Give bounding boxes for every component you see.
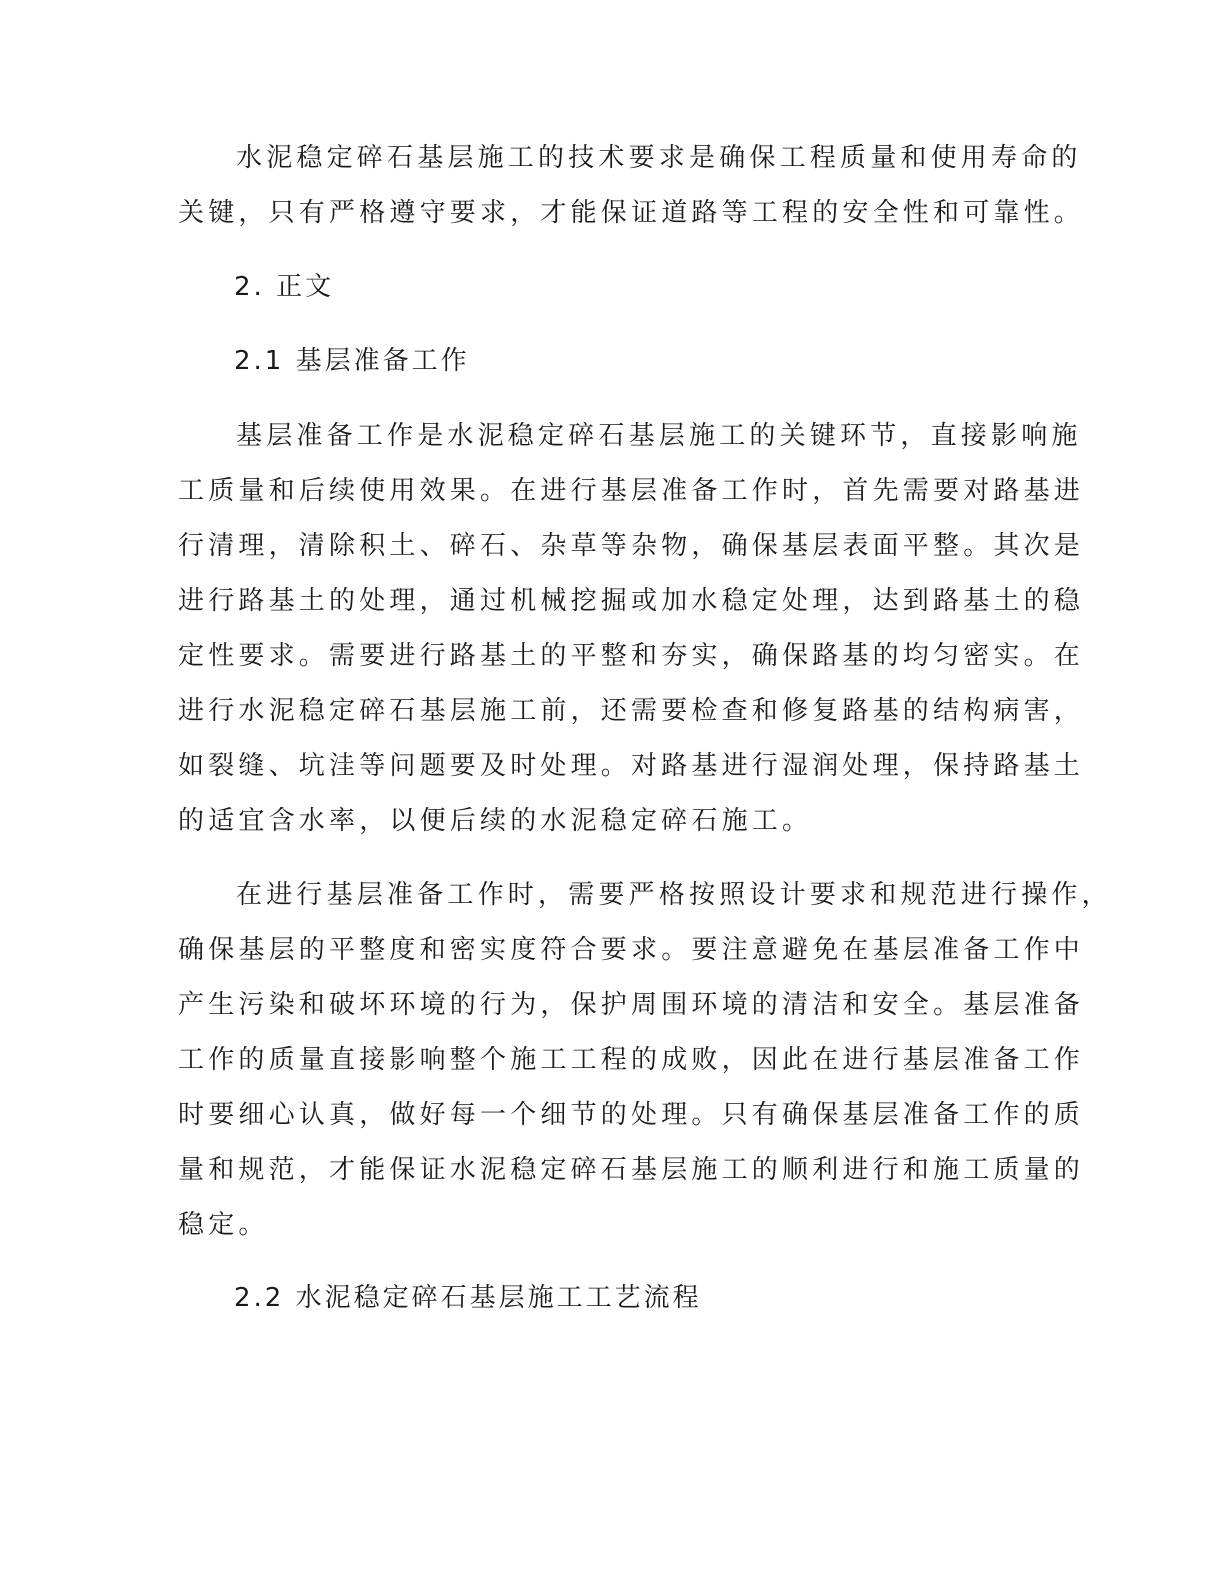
paragraph-line: 基层准备工作是水泥稳定碎石基层施工的关键环节，直接影响施 [236, 421, 1082, 451]
paragraph-line: 在进行基层准备工作时，需要严格按照设计要求和规范进行操作， [236, 880, 1112, 910]
paragraph-line: 产生污染和破坏环境的行为，保护周围环境的清洁和安全。基层准备 [178, 990, 1085, 1020]
section-heading: 2. 正文 [234, 272, 335, 302]
paragraph-line: 进行水泥稳定碎石基层施工前，还需要检查和修复路基的结构病害， [178, 696, 1085, 726]
paragraph-line: 如裂缝、坑洼等问题要及时处理。对路基进行湿润处理，保持路基土 [178, 751, 1085, 781]
paragraph-line: 量和规范，才能保证水泥稳定碎石基层施工的顺利进行和施工质量的 [178, 1155, 1085, 1185]
paragraph-line: 工作的质量直接影响整个施工工程的成败，因此在进行基层准备工作 [178, 1045, 1085, 1075]
paragraph-line: 关键，只有严格遵守要求，才能保证道路等工程的安全性和可靠性。 [178, 198, 1085, 228]
paragraph-line: 进行路基土的处理，通过机械挖掘或加水稳定处理，达到路基土的稳 [178, 586, 1085, 616]
paragraph-line: 工质量和后续使用效果。在进行基层准备工作时，首先需要对路基进 [178, 476, 1085, 506]
paragraph-line: 定性要求。需要进行路基土的平整和夯实，确保路基的均匀密实。在 [178, 641, 1085, 671]
paragraph-line: 时要细心认真，做好每一个细节的处理。只有确保基层准备工作的质 [178, 1100, 1085, 1130]
paragraph-line: 的适宜含水率，以便后续的水泥稳定碎石施工。 [178, 806, 813, 836]
paragraph-line: 确保基层的平整度和密实度符合要求。要注意避免在基层准备工作中 [178, 935, 1085, 965]
paragraph-line: 水泥稳定碎石基层施工的技术要求是确保工程质量和使用寿命的 [236, 143, 1082, 173]
subsection-heading: 2.2 水泥稳定碎石基层施工工艺流程 [234, 1283, 702, 1313]
paragraph-line: 稳定。 [178, 1210, 269, 1240]
paragraph-line: 行清理，清除积土、碎石、杂草等杂物，确保基层表面平整。其次是 [178, 531, 1085, 561]
subsection-heading: 2.1 基层准备工作 [234, 346, 470, 376]
